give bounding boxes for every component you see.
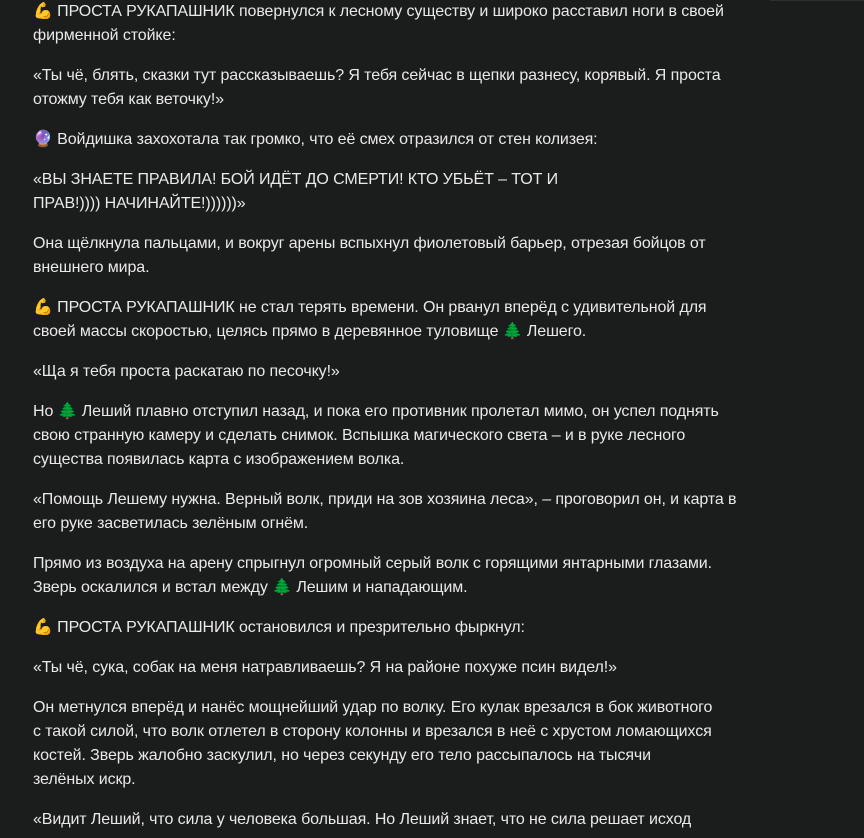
story-paragraph: «Ща я тебя проста раскатаю по песочку!» bbox=[33, 363, 340, 380]
story-paragraph: «ВЫ ЗНАЕТЕ ПРАВИЛА! БОЙ ИДЁТ ДО СМЕРТИ! КТО УБЬЁТ – ТОТ И ПРАВ!)))) НАЧИНАЙТЕ!))))))» bbox=[33, 171, 558, 212]
story-paragraph: Прямо из воздуха на арену спрыгнул огромный серый волк с горящими янтарными глазами. Зверь оскалился и встал между 🌲 Лешим и нападающим. bbox=[33, 555, 712, 596]
story-paragraph: Она щёлкнула пальцами, и вокруг арены вспыхнул фиолетовый барьер, отрезая бойцов от внешнего мира. bbox=[33, 235, 706, 276]
top-divider bbox=[770, 0, 864, 1]
story-paragraph: 🔮 Войдишка захохотала так громко, что её смех отразился от стен колизея: bbox=[33, 131, 598, 148]
story-paragraph: 💪 ПРОСТА РУКАПАШНИК не стал терять времени. Он рванул вперёд с удивительной для своей массы скоростью, целясь прямо в деревянное туловище 🌲 Лешего. bbox=[33, 299, 707, 340]
story-paragraph: «Ты чё, блять, сказки тут рассказываешь? Я тебя сейчас в щепки разнесу, корявый. Я проста отожму тебя как веточку!» bbox=[33, 67, 721, 108]
story-paragraph: «Помощь Лешему нужна. Верный волк, приди на зов хозяина леса», – проговорил он, и карта в его руке засветилась зелёным огнём. bbox=[33, 491, 737, 532]
story-text bbox=[33, 0, 778, 832]
story-paragraph: Он метнулся вперёд и нанёс мощнейший удар по волку. Его кулак врезался в бок животного с такой силой, что волк отлетел в сторону колонны и врезался в неё с хрустом ломающихся костей. Зверь жалобно заскулил, но через секунду его тело рассыпалось на тысячи зелёных искр. bbox=[33, 699, 713, 788]
story-paragraph: «Видит Леший, что сила у человека большая. Но Леший знает, что не сила решает исход bbox=[33, 811, 692, 828]
story-paragraph: Но 🌲 Леший плавно отступил назад, и пока его противник пролетал мимо, он успел поднять свою странную камеру и сделать снимок. Вспышка магического света – и в руке лесного существа появилась карта с изображением волка. bbox=[33, 403, 719, 468]
story-paragraph: 💪 ПРОСТА РУКАПАШНИК остановился и презрительно фыркнул: bbox=[33, 619, 525, 636]
story-paragraph: 💪 ПРОСТА РУКАПАШНИК повернулся к лесному существу и широко расставил ноги в своей фирменной стойке: bbox=[33, 3, 724, 44]
story-paragraph: «Ты чё, сука, собак на меня натравливаешь? Я на районе похуже псин видел!» bbox=[33, 659, 617, 676]
